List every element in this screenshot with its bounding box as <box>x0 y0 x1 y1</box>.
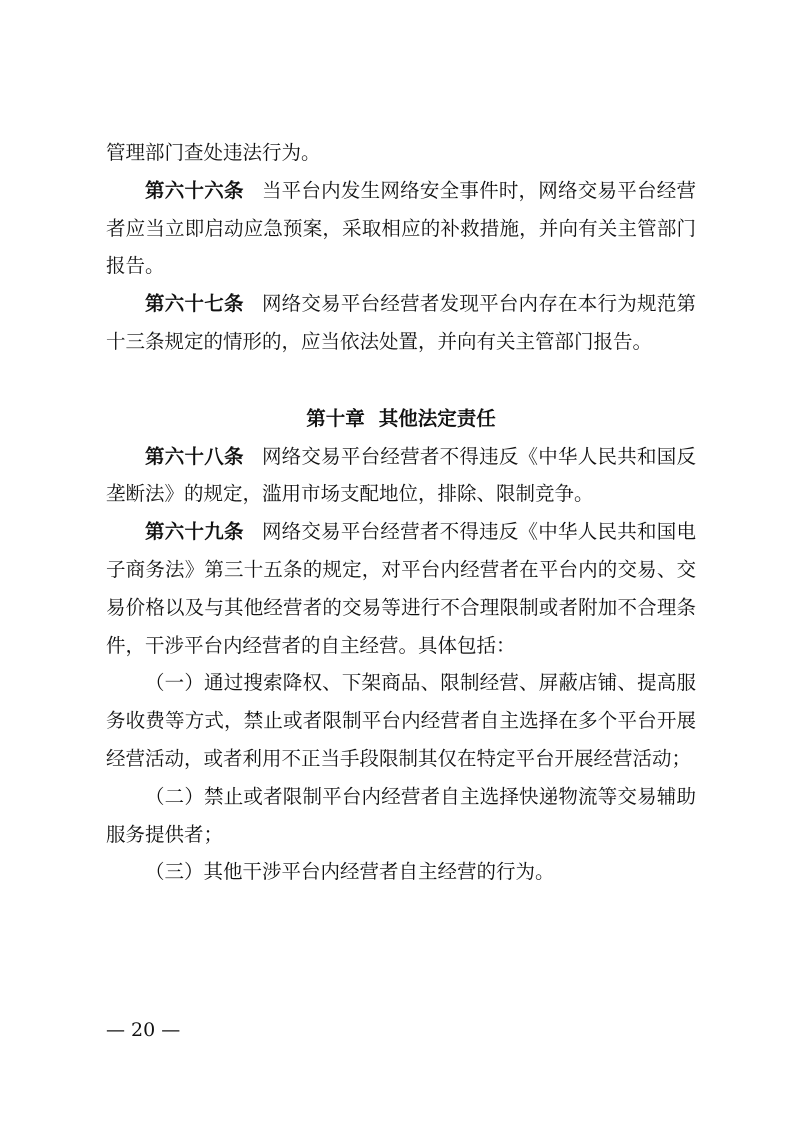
list-item-text: （一）通过搜索降权、下架商品、限制经营、屏蔽店铺、提高服务收费等方式，禁止或者限制平台内经营者自主选择在多个平台开展经营活动，或者利用不正当手段限制其仅在特定平台开展经营活动； <box>106 671 696 770</box>
page-number: — 20 — <box>106 1019 181 1041</box>
chapter-heading <box>106 400 696 438</box>
document-body <box>106 134 696 891</box>
article-68 <box>106 438 696 514</box>
chapter-title: 其他法定责任 <box>378 406 496 430</box>
paragraph-text: 管理部门查处违法行为。 <box>106 141 321 164</box>
list-item-1 <box>106 664 696 777</box>
article-text: 网络交易平台经营者发现平台内存在本行为规范第十三条规定的情形的，应当依法处置，并向有关主管部门报告。 <box>106 292 696 353</box>
list-item-text: （二）禁止或者限制平台内经营者自主选择快递物流等交易辅助服务提供者； <box>106 784 696 846</box>
article-text: 当平台内发生网络安全事件时，网络交易平台经营者应当立即启动应急预案，采取相应的补救措施，并向有关主管部门报告。 <box>106 178 696 278</box>
list-item-text: （三）其他干涉平台内经营者自主经营的行为。 <box>145 860 555 884</box>
chapter-number: 第十章 <box>306 406 365 430</box>
article-text: 网络交易平台经营者不得违反《中华人民共和国电子商务法》第三十五条的规定，对平台内经营者在平台内的交易、交易价格以及与其他经营者的交易等进行不合理限制或者附加不合理条件，干涉平台内经营者的自主经营。具体包括： <box>106 520 696 657</box>
paragraph-continuation <box>106 134 696 172</box>
article-66 <box>106 172 696 285</box>
article-number: 第六十七条 <box>145 292 244 316</box>
article-number: 第六十六条 <box>145 178 244 202</box>
article-number: 第六十八条 <box>145 444 244 468</box>
article-number: 第六十九条 <box>145 520 244 544</box>
list-item-3 <box>106 853 696 891</box>
list-item-2 <box>106 778 696 854</box>
article-text: 网络交易平台经营者不得违反《中华人民共和国反垄断法》的规定，滥用市场支配地位，排除、限制竞争。 <box>106 444 696 506</box>
article-67 <box>106 285 696 361</box>
article-69 <box>106 513 696 664</box>
